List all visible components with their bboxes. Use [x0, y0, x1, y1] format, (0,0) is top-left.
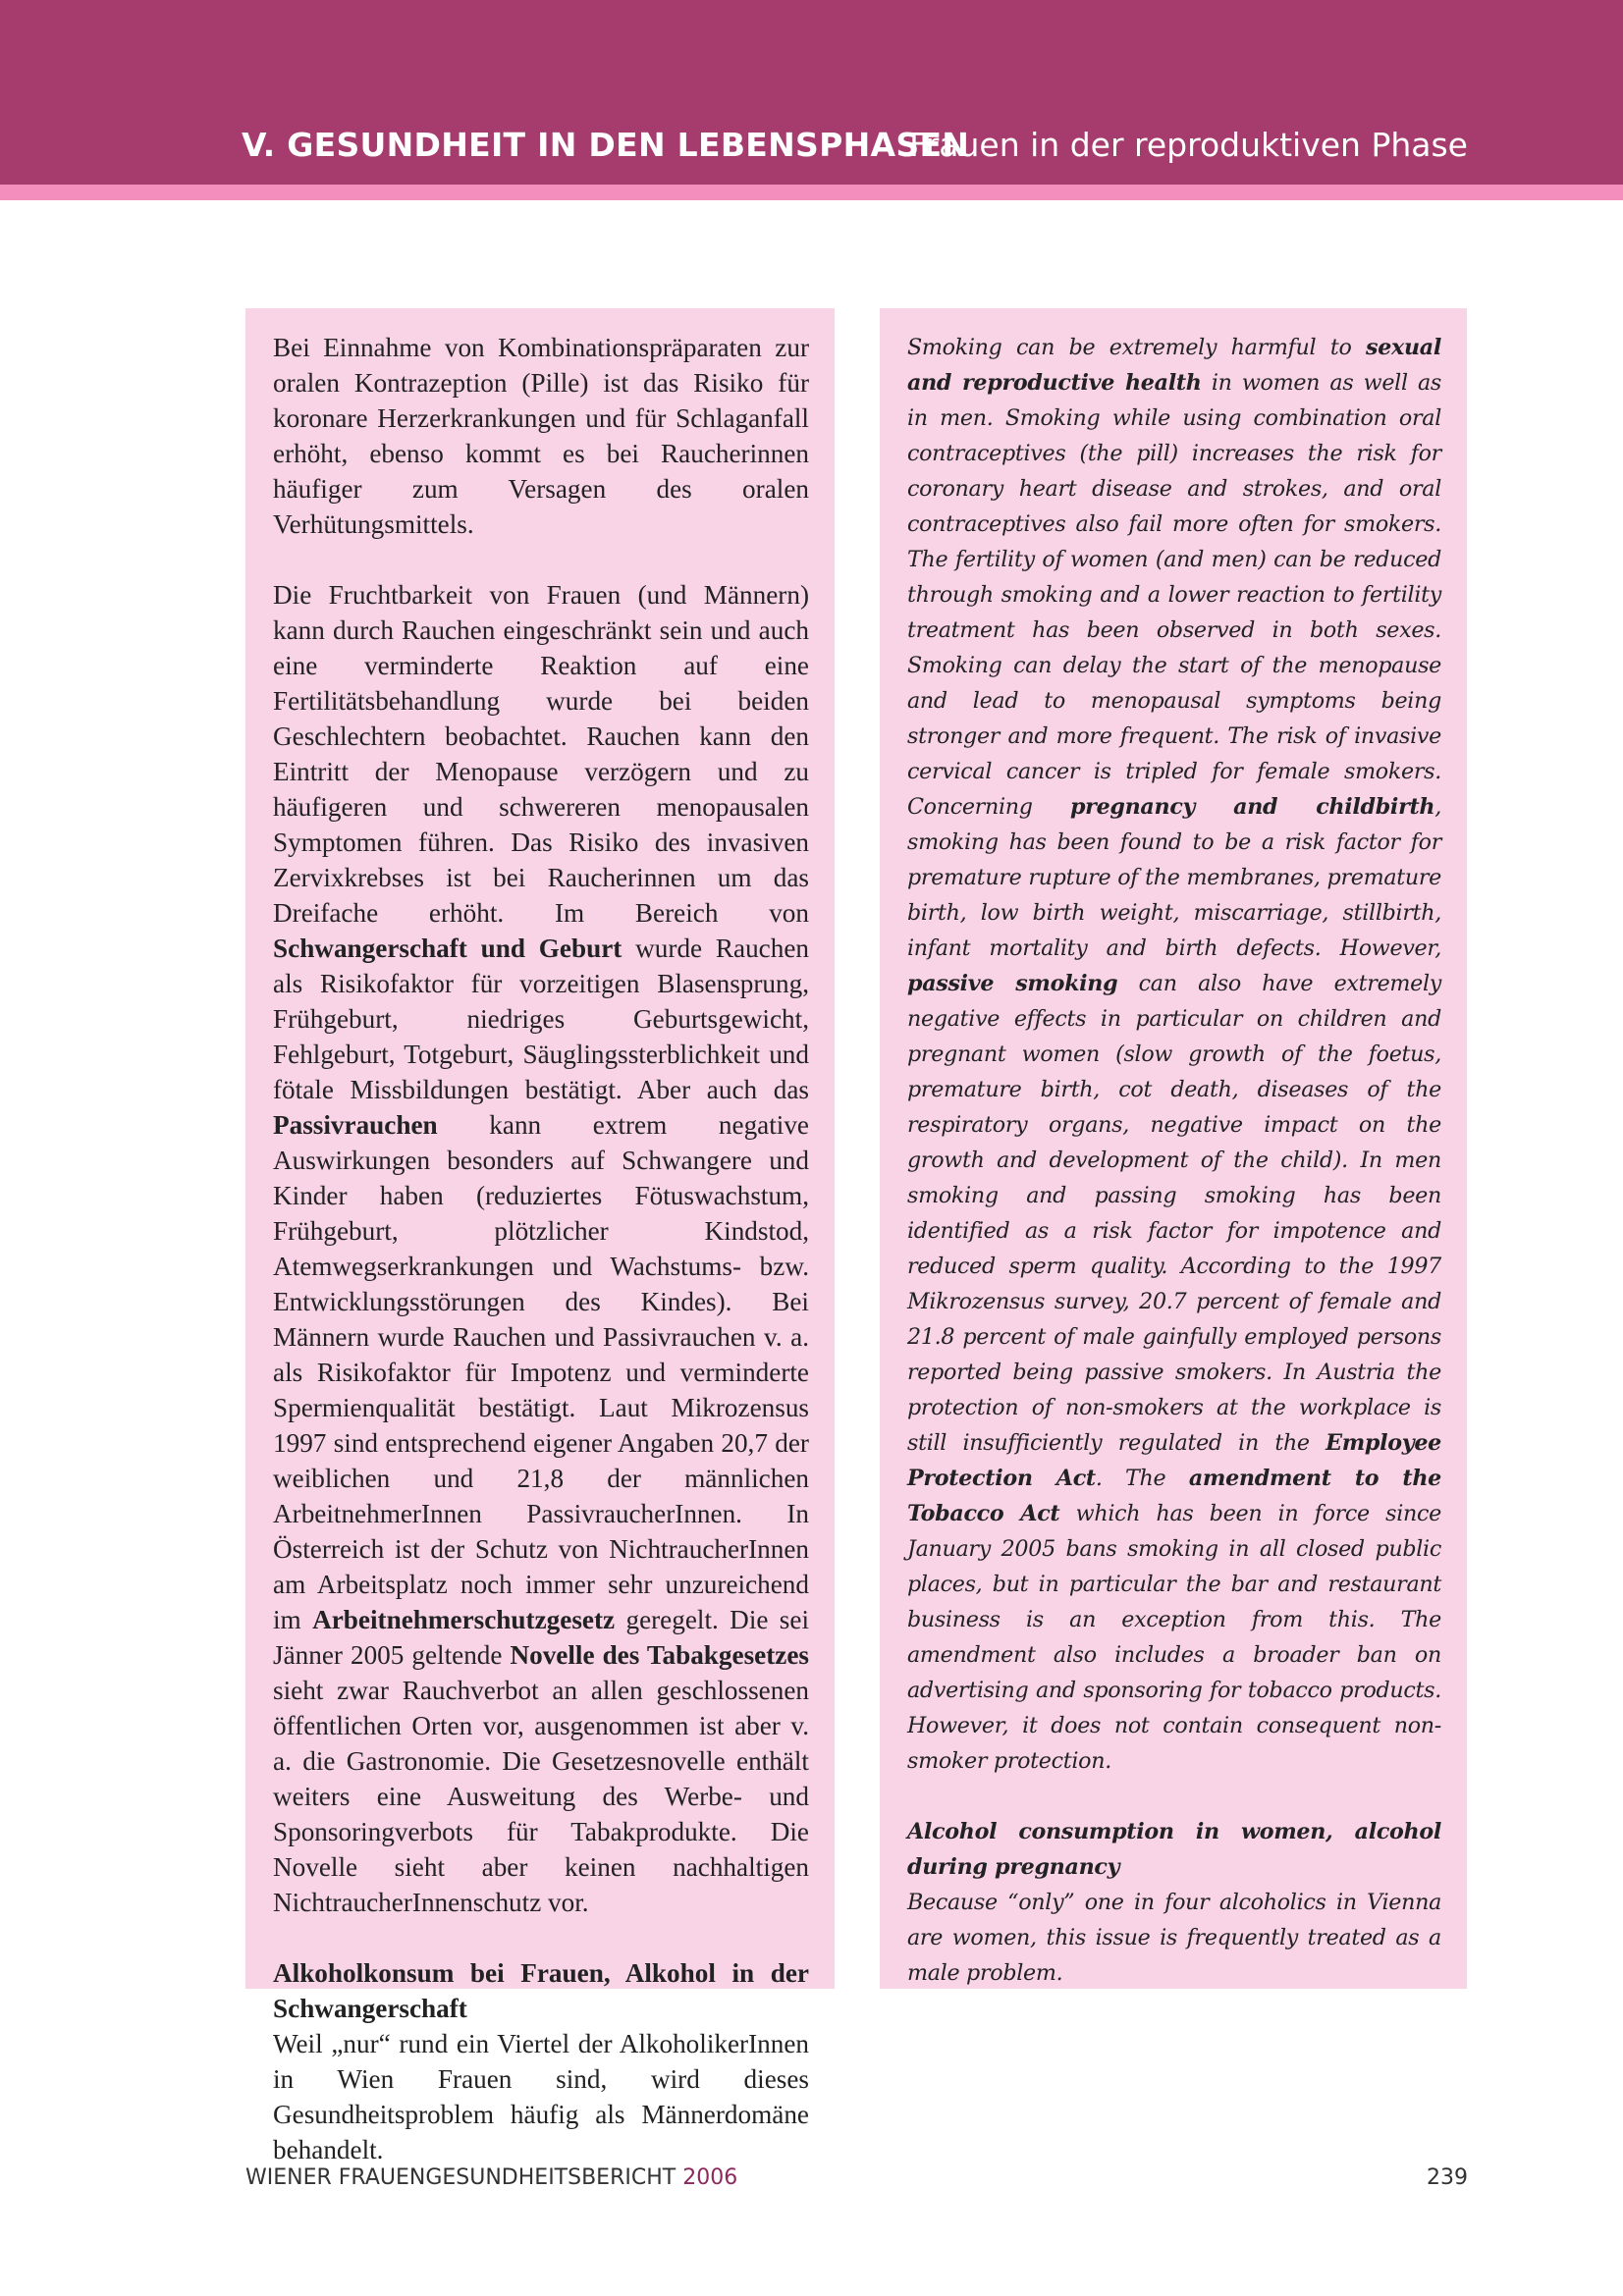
- german-bold-term: Novelle des Tabakgesetzes: [510, 1640, 810, 1670]
- english-bold-term: amendment to the Tobacco Act: [907, 1466, 1441, 1526]
- footer-report-title: [245, 2165, 737, 2190]
- english-text-run: . The: [1095, 1466, 1189, 1491]
- german-text-run: geregelt. Die sei Jänner 2005 geltende: [273, 1605, 810, 1670]
- german-paragraph-1: Bei Einnahme von Kombinationspräparaten zur oralen Kontrazeption (Pille) ist das Risiko für koronare Herzerkrankungen und für Schlaganfall erhöht, ebenso kommt es bei Raucherinnen häufiger zum Versagen des oralen Verhütungsmittels.: [273, 333, 809, 539]
- english-text-run: Smoking can be extremely harmful to: [907, 335, 1367, 360]
- page-number: 239: [1427, 2165, 1468, 2190]
- header-stripe: [0, 185, 1623, 200]
- german-text-run: wurde Rauchen als Risikofaktor für vorzeitigen Blasensprung, Frühgeburt, niedriges Geburtsgewicht, Fehlgeburt, Totgeburt, Säuglingssterblichkeit und fötale Missbildungen bestätigt. Aber auch das: [273, 934, 810, 1104]
- section-title: Frauen in der reproduktiven Phase: [909, 126, 1468, 164]
- german-paragraph-2: [273, 577, 809, 1920]
- chapter-title: V. GESUNDHEIT IN DEN LEBENSPHASEN: [242, 126, 970, 164]
- german-bold-term: Schwangerschaft und Geburt: [273, 934, 622, 963]
- english-text-run: which has been in force since January 2005 bans smoking in all closed public places, but in particular the bar and restaurant business is an exception from this. The amendment also includes a broader ban on advertising and sponsoring for tobacco products. However, it does not contain consequent non-smoker protection.: [907, 1501, 1441, 1774]
- english-bold-term: passive smoking: [907, 971, 1118, 996]
- german-text-run: Weil „nur“ rund ein Viertel der AlkoholikerInnen in Wien Frauen sind, wird dieses Gesundheitsproblem häufig als Männerdomäne behandelt.: [273, 2029, 809, 2164]
- english-text-run: in women as well as in men. Smoking while using combination oral contraceptives (the pill) increases the risk for coronary heart disease and strokes, and oral contraceptives also fail more often for smokers. The fertility of women (and men) can be reduced through smoking and a lower reaction to fertility treatment has been observed in both sexes. Smoking can delay the start of the menopause and lead to menopausal symptoms being stronger and more frequent. The risk of invasive cervical cancer is tripled for female smokers. Concerning: [907, 370, 1441, 820]
- german-text-run: kann extrem negative Auswirkungen besonders auf Schwangere und Kinder haben (reduziertes Fötuswachstum, Frühgeburt, plötzlicher Kindstod, Atemwegserkrankungen und Wachstums- bzw. Entwicklungsstörungen des Kindes). Bei Männern wurde Rauchen und Passivrauchen v. a. als Risikofaktor für Impotenz und verminderte Spermienqualität bestätigt. Laut Mikrozensus 1997 sind entsprechend eigener Angaben 20,7 der weiblichen und 21,8 der männlichen ArbeitnehmerInnen PassivraucherInnen. In Österreich ist der Schutz von NichtraucherInnen am Arbeitsplatz noch immer sehr unzureichend im: [273, 1110, 809, 1634]
- german-text-column: [245, 308, 835, 2164]
- english-bold-term: pregnancy and childbirth: [1069, 794, 1435, 820]
- english-bold-term: Employee Protection Act: [907, 1430, 1441, 1491]
- german-text-run: sieht zwar Rauchverbot an allen geschlossenen öffentlichen Orten vor, ausgenommen ist aber v. a. die Gastronomie. Die Gesetzesnovelle enthält weiters eine Ausweitung des Werbe- und Sponsoringverbots für Tabakprodukte. Die Novelle sieht aber keinen nachhaltigen NichtraucherInnenschutz vor.: [273, 1676, 809, 1917]
- english-text-run: , smoking has been found to be a risk factor for premature rupture of the membranes, premature birth, low birth weight, miscarriage, stillbirth, infant mortality and birth defects. However,: [907, 794, 1441, 961]
- english-paragraph-2: [907, 1814, 1441, 1991]
- footer-year: 2006: [682, 2165, 738, 2190]
- english-text-run: Because “only” one in four alcoholics in Vienna are women, this issue is frequently treated as a male problem.: [907, 1890, 1441, 1986]
- german-paragraph-3: [273, 1955, 809, 2167]
- english-text-run: can also have extremely negative effects in particular on children and pregnant women (slow growth of the foetus, premature birth, cot death, diseases of the respiratory organs, negative impact on the growth and development of the child). In men smoking and passing smoking has been identified as a risk factor for impotence and reduced sperm quality. According to the 1997 Mikrozensus survey, 20.7 percent of female and 21.8 percent of male gainfully employed persons reported being passive smokers. In Austria the protection of non-smokers at the workplace is still insufficiently regulated in the: [907, 971, 1441, 1456]
- english-subheading: Alcohol consumption in women, alcohol during pregnancy: [907, 1819, 1441, 1880]
- english-text-column: [880, 308, 1467, 1989]
- footer-report-name: WIENER FRAUENGESUNDHEITSBERICHT: [245, 2165, 676, 2190]
- english-paragraph-1: [907, 330, 1441, 1779]
- english-bold-term: sexual and reproductive health: [907, 335, 1441, 396]
- german-subheading: Alkoholkonsum bei Frauen, Alkohol in der Schwangerschaft: [273, 1958, 809, 2023]
- german-bold-term: Arbeitnehmerschutzgesetz: [312, 1605, 616, 1634]
- german-text-run: Die Fruchtbarkeit von Frauen (und Männern) kann durch Rauchen eingeschränkt sein und auch eine verminderte Reaktion auf eine Fertilitätsbehandlung wurde bei beiden Geschlechtern beobachtet. Rauchen kann den Eintritt der Menopause verzögern und zu häufigeren und schwereren menopausalen Symptomen führen. Das Risiko des invasiven Zervixkrebses ist bei Raucherinnen um das Dreifache erhöht. Im Bereich von: [273, 580, 809, 928]
- german-bold-term: Passivrauchen: [273, 1110, 438, 1140]
